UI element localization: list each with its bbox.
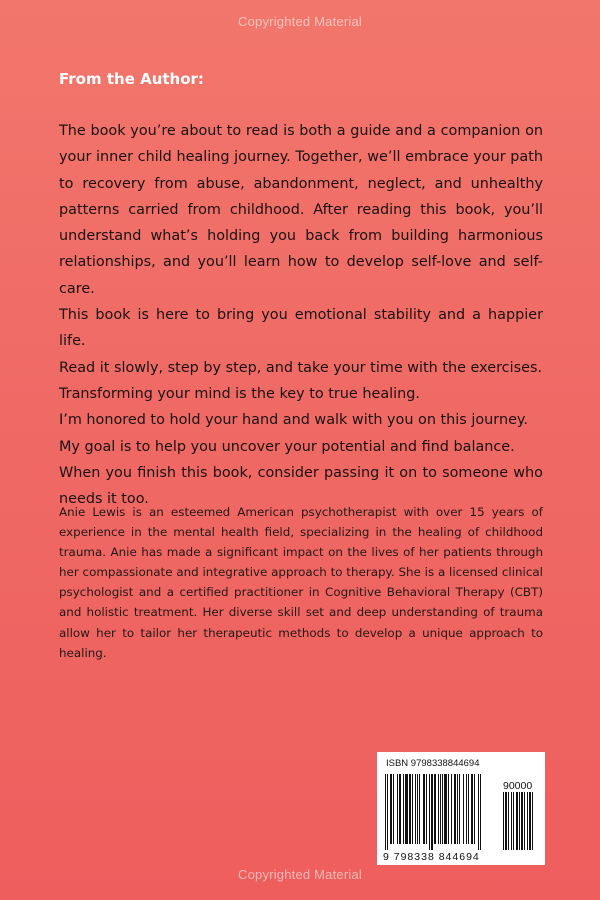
author-note-paragraph: This book is here to bring you emotional stability and a happier life. xyxy=(59,307,543,350)
isbn-barcode-box xyxy=(377,752,545,865)
author-note-paragraph: I’m honored to hold your hand and walk with you on this journey. xyxy=(59,412,528,429)
author-note-body xyxy=(59,118,543,512)
author-note-paragraph: Transforming your mind is the key to true healing. xyxy=(59,385,420,402)
copyright-watermark-bottom: Copyrighted Material xyxy=(238,867,362,882)
isbn-digits: 9 798338 844694 xyxy=(383,851,480,863)
author-note-paragraph: The book you’re about to read is both a guide and a companion on your inner child healing journey. Together, we’ll embrace your path to recovery from abuse, abandonment, neglect, and unhealthy patterns carried from childhood. After reading this book, you’ll understand what’s holding you back from building harmonious relationships, and you’ll learn how to develop self-love and self-care. xyxy=(59,123,543,297)
author-note-heading: From the Author: xyxy=(59,70,204,88)
isbn-label: ISBN 9798338844694 xyxy=(386,758,480,769)
author-note-paragraph: My goal is to help you uncover your potential and find balance. xyxy=(59,438,515,455)
copyright-watermark-top: Copyrighted Material xyxy=(238,14,362,29)
price-code: 90000 xyxy=(503,780,533,792)
price-addon-barcode-icon xyxy=(503,792,539,850)
barcode-bars-icon xyxy=(385,774,501,850)
author-note-paragraph: When you finish this book, consider passing it on to someone who needs it too. xyxy=(59,464,543,508)
author-bio: Anie Lewis is an esteemed American psychotherapist with over 15 years of experience in the mental health field, specializing in the healing of childhood trauma. Anie has made a significant impact on the lives of her patients through her compassionate and integrative approach to therapy. She is a licensed clinical psychologist and a certified practitioner in Cognitive Behavioral Therapy (CBT) and holistic treatment. Her diverse skill set and deep understanding of trauma allow her to tailor her therapeutic methods to develop a unique approach to healing. xyxy=(59,505,543,660)
author-note-paragraph: Read it slowly, step by step, and take your time with the exercises. xyxy=(59,359,543,376)
